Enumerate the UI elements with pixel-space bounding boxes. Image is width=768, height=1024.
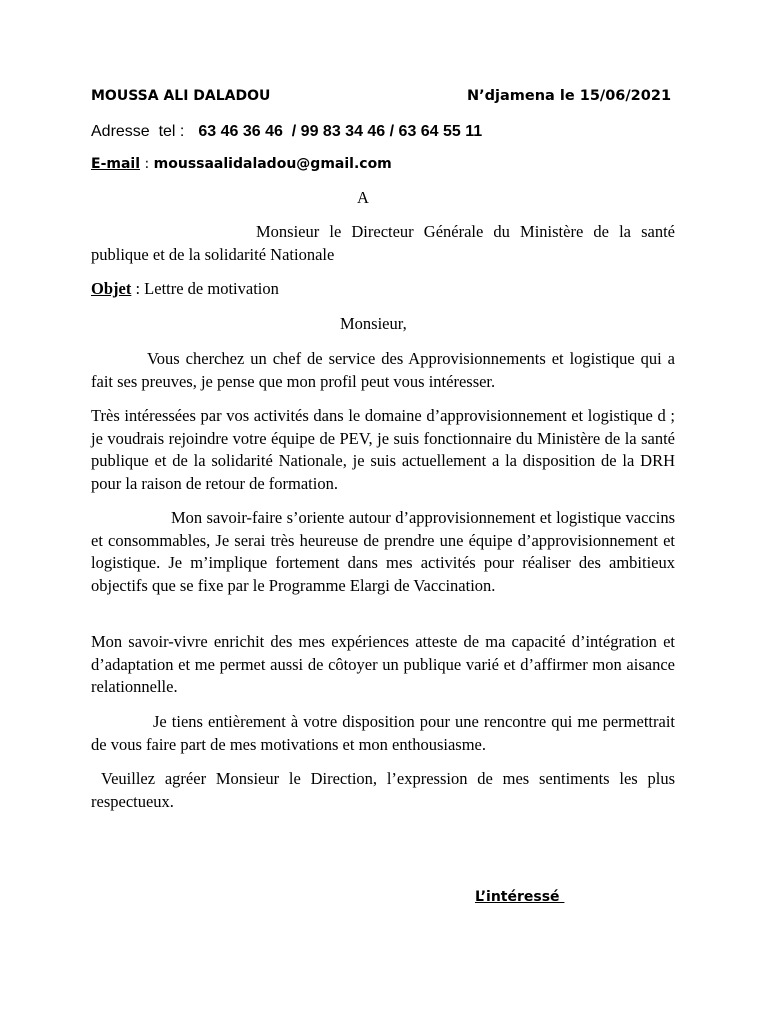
address-label: Adresse tel : <box>91 123 185 140</box>
subject-label: Objet <box>91 279 132 298</box>
recipient-prefix: A <box>357 188 369 207</box>
paragraph-2: Très intéressées par vos activités dans le domaine d’approvisionnement et logistique d ; je voudrais rejoindre votre équipe de PEV, je suis fonctionnaire du Ministère de la santé publique et de la solidarité Nationale, je suis actuellement a la disposition de la DRH pour la raison de retour de formation. <box>91 406 675 493</box>
email-address: moussaalidaladou@gmail.com <box>153 156 392 172</box>
place-date: N’djamena le 15/06/2021 <box>467 88 672 104</box>
paragraph-4: Mon savoir-vivre enrichit des mes expériences atteste de ma capacité d’intégration et d’adaptation et me permet aussi de côtoyer un publique varié et d’affirmer mon aisance relationnelle. <box>91 632 675 696</box>
contact-line <box>91 123 482 141</box>
email-line <box>91 156 392 172</box>
email-separator: : <box>140 156 154 172</box>
recipient-line: Monsieur le Directeur Générale du Ministère de la santé publique et de la solidarité Nationale <box>91 222 675 264</box>
paragraph-5: Je tiens entièrement à votre disposition pour une rencontre qui me permettrait de vous faire part de mes motivations et mon enthousiasme. <box>91 712 675 754</box>
subject-line <box>91 279 279 299</box>
sender-name: MOUSSA ALI DALADOU <box>91 88 271 104</box>
paragraph-3: Mon savoir-faire s’oriente autour d’approvisionnement et logistique vaccins et consommables, Je serai très heureuse de prendre une équipe d’approvisionnement et logistique. Je m’implique fortement dans mes activités pour réaliser des ambitieux objectifs que se fixe par le Programme Elargi de Vaccination. <box>91 508 675 595</box>
subject-text: : Lettre de motivation <box>131 279 279 298</box>
signature: L’intéressé <box>475 889 565 905</box>
email-label: E-mail <box>91 156 141 172</box>
phone-numbers: 63 46 36 46 / 99 83 34 46 / 63 64 55 11 <box>198 123 483 140</box>
paragraph-1: Vous cherchez un chef de service des Approvisionnements et logistique qui a fait ses preuves, je pense que mon profil peut vous intéresser. <box>91 349 675 391</box>
salutation: Monsieur, <box>340 314 407 333</box>
paragraph-6: Veuillez agréer Monsieur le Direction, l’expression de mes sentiments les plus respectueux. <box>91 769 675 811</box>
